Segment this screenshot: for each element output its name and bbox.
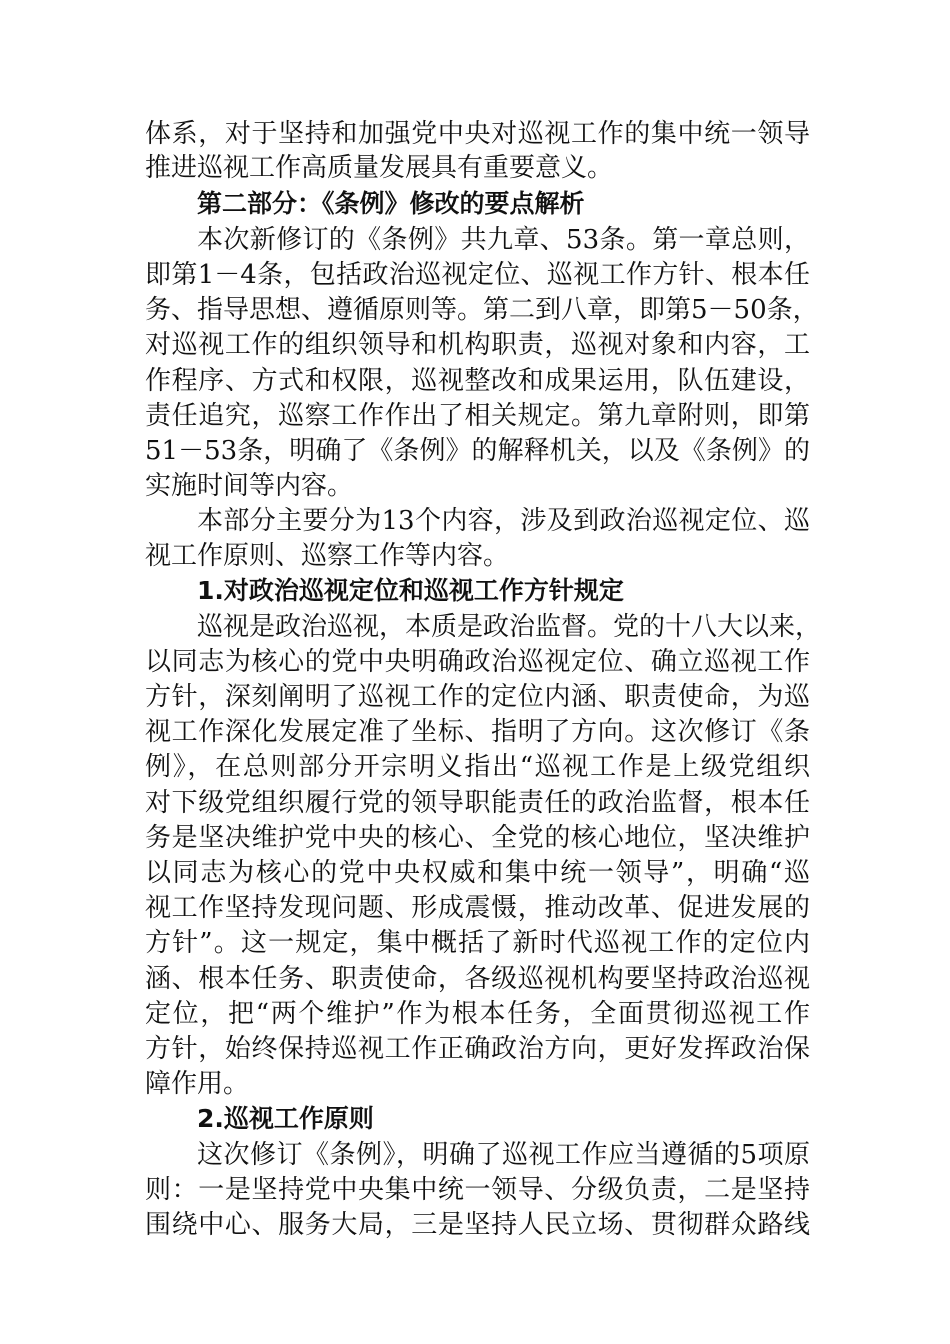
paragraph-line: 51－53条，明确了《条例》的解释机关，以及《条例》的 [145, 436, 810, 466]
paragraph-line: 视工作坚持发现问题、形成震慑，推动改革、促进发展的 [145, 893, 810, 923]
paragraph-line: 务、指导思想、遵循原则等。第二到八章，即第5－50条， [145, 295, 819, 325]
paragraph-line: 即第1－4条，包括政治巡视定位、巡视工作方针、根本任 [145, 260, 810, 290]
paragraph-line: 视工作原则、巡察工作等内容。 [145, 541, 510, 571]
paragraph-line: 这次修订《条例》，明确了巡视工作应当遵循的5项原 [197, 1140, 810, 1170]
paragraph-line: 方针，始终保持巡视工作正确政治方向，更好发挥政治保 [145, 1034, 810, 1064]
paragraph-line: 围绕中心、服务大局，三是坚持人民立场、贯彻群众路线 [145, 1210, 810, 1240]
paragraph-line: 以同志为核心的党中央权威和集中统一领导”，明确“巡 [145, 858, 810, 888]
paragraph-line: 巡视是政治巡视，本质是政治监督。党的十八大以来， [197, 612, 822, 642]
paragraph-line: 务是坚决维护党中央的核心、全党的核心地位，坚决维护 [145, 823, 810, 853]
section-heading: 第二部分：《条例》修改的要点解析 [197, 189, 585, 218]
paragraph-line: 作程序、方式和权限，巡视整改和成果运用，队伍建设， [145, 366, 810, 396]
paragraph-line: 推进巡视工作高质量发展具有重要意义。 [145, 153, 614, 183]
paragraph-line: 体系，对于坚持和加强党中央对巡视工作的集中统一领导 [145, 119, 810, 149]
paragraph-line: 则：一是坚持党中央集中统一领导、分级负责，二是坚持 [145, 1175, 810, 1205]
paragraph-line: 对巡视工作的组织领导和机构职责，巡视对象和内容，工 [145, 330, 810, 360]
section-heading: 2.巡视工作原则 [197, 1104, 374, 1133]
paragraph-line: 责任追究，巡察工作作出了相关规定。第九章附则，即第 [145, 401, 810, 431]
paragraph-line: 方针，深刻阐明了巡视工作的定位内涵、职责使命，为巡 [145, 682, 810, 712]
paragraph-line: 对下级党组织履行党的领导职能责任的政治监督，根本任 [145, 788, 810, 818]
paragraph-line: 以同志为核心的党中央明确政治巡视定位、确立巡视工作 [145, 647, 810, 677]
paragraph-line: 本次新修订的《条例》共九章、53条。第一章总则， [197, 225, 810, 255]
paragraph-line: 本部分主要分为13个内容，涉及到政治巡视定位、巡 [197, 506, 810, 536]
paragraph-line: 涵、根本任务、职责使命，各级巡视机构要坚持政治巡视 [145, 964, 810, 994]
paragraph-line: 定位，把“两个维护”作为根本任务，全面贯彻巡视工作 [145, 999, 810, 1029]
paragraph-line: 视工作深化发展定准了坐标、指明了方向。这次修订《条 [145, 717, 810, 747]
paragraph-line: 实施时间等内容。 [145, 471, 354, 501]
paragraph-line: 例》，在总则部分开宗明义指出“巡视工作是上级党组织 [145, 752, 810, 782]
paragraph-line: 障作用。 [145, 1069, 250, 1099]
section-heading: 1.对政治巡视定位和巡视工作方针规定 [197, 576, 624, 605]
paragraph-line: 方针”。这一规定，集中概括了新时代巡视工作的定位内 [145, 928, 810, 958]
